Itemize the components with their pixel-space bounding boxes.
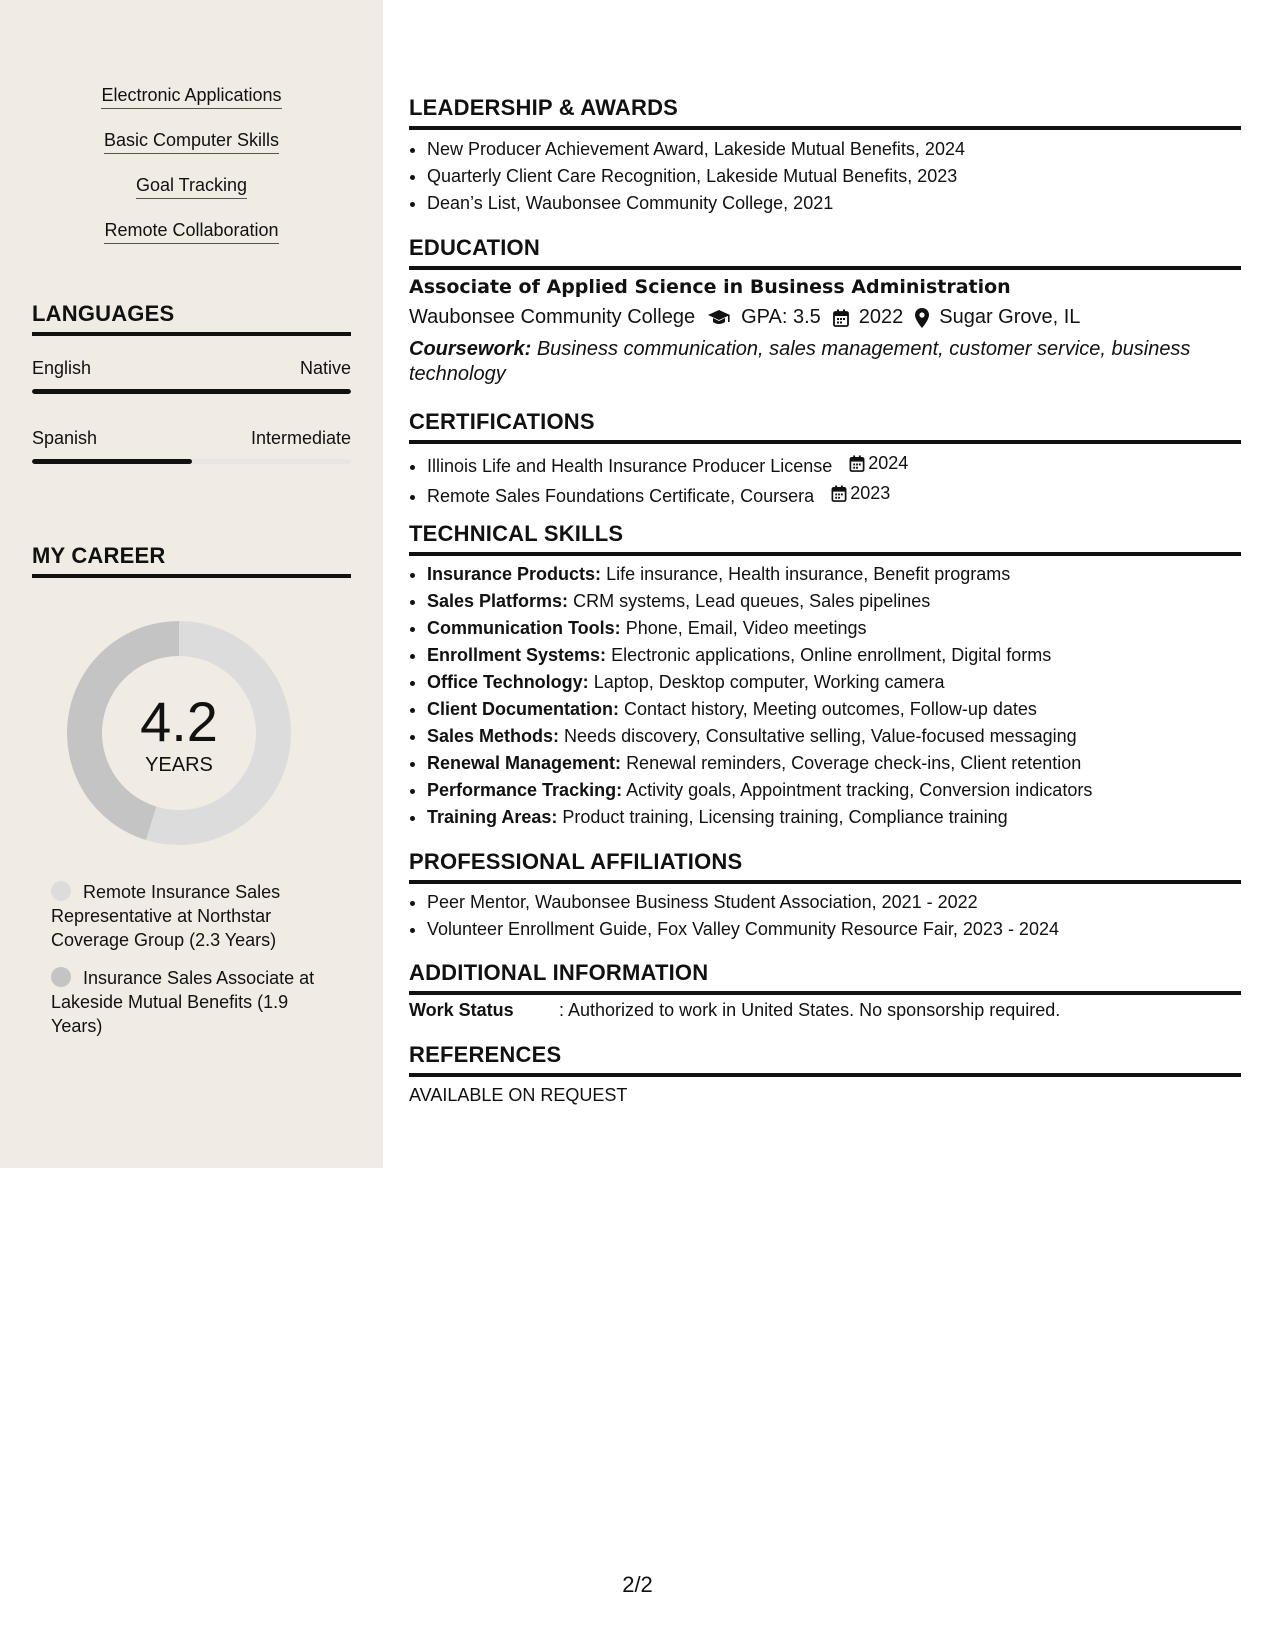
skill-item: Remote Collaboration bbox=[104, 219, 278, 244]
certifications-heading: CERTIFICATIONS bbox=[409, 409, 1241, 444]
calendar-icon bbox=[849, 455, 865, 472]
skill-values: Contact history, Meeting outcomes, Follow-up dates bbox=[624, 699, 1037, 719]
coursework-text: Business communication, sales management, customer service, business technology bbox=[409, 338, 1191, 385]
list-item bbox=[427, 669, 1239, 696]
degree-title: Associate of Applied Science in Business Administration bbox=[409, 276, 1011, 298]
work-status-value: : Authorized to work in United States. No sponsorship required. bbox=[559, 1000, 1061, 1020]
career-heading: MY CAREER bbox=[32, 543, 351, 578]
skill-category: Insurance Products: bbox=[427, 564, 602, 584]
skills-list bbox=[0, 84, 383, 264]
calendar-icon bbox=[831, 485, 847, 502]
page-number: 2/2 bbox=[622, 1572, 653, 1597]
list-item bbox=[427, 750, 1239, 777]
calendar-icon bbox=[833, 309, 849, 327]
language-bar bbox=[32, 389, 351, 394]
list-item bbox=[427, 561, 1239, 588]
list-item: • Quarterly Client Care Recognition, Lakeside Mutual Benefits, 2023 bbox=[427, 163, 1239, 190]
career-legend-dot bbox=[51, 967, 71, 987]
technical-skills-list bbox=[409, 561, 1239, 831]
skill-values: Phone, Email, Video meetings bbox=[625, 618, 867, 638]
list-item: • Volunteer Enrollment Guide, Fox Valley Community Resource Fair, 2023 - 2024 bbox=[427, 916, 1239, 943]
skill-category: Sales Platforms: bbox=[427, 591, 569, 611]
list-item bbox=[427, 642, 1239, 669]
skill-category: Performance Tracking: bbox=[427, 780, 623, 800]
language-row bbox=[32, 428, 351, 449]
career-item bbox=[51, 966, 341, 1038]
references-heading: REFERENCES bbox=[409, 1042, 1241, 1077]
skill-values: Life insurance, Health insurance, Benefit programs bbox=[606, 564, 1011, 584]
education-heading: EDUCATION bbox=[409, 235, 1241, 270]
work-status-label: Work Status bbox=[409, 1000, 514, 1020]
affiliations-heading: PROFESSIONAL AFFILIATIONS bbox=[409, 849, 1241, 884]
list-item bbox=[427, 450, 1239, 480]
skill-values: Renewal reminders, Coverage check-ins, Client retention bbox=[626, 753, 1082, 773]
career-item-label: Remote Insurance Sales Representative at Northstar Coverage Group (2.3 Years) bbox=[51, 882, 281, 950]
school-name: Waubonsee Community College bbox=[409, 306, 696, 328]
language-bar bbox=[32, 459, 351, 464]
career-unit: YEARS bbox=[145, 754, 213, 776]
languages-heading: LANGUAGES bbox=[32, 301, 351, 336]
gpa: GPA: 3.5 bbox=[741, 306, 821, 328]
skill-item: Electronic Applications bbox=[101, 84, 281, 109]
career-item bbox=[51, 880, 341, 952]
list-item bbox=[427, 696, 1239, 723]
language-name: English bbox=[32, 358, 92, 378]
technical-skills-heading: TECHNICAL SKILLS bbox=[409, 521, 1241, 556]
career-total: 4.2 bbox=[140, 690, 218, 753]
language-row bbox=[32, 358, 351, 379]
skill-values: Needs discovery, Consultative selling, Value-focused messaging bbox=[564, 726, 1077, 746]
additional-info-heading: ADDITIONAL INFORMATION bbox=[409, 960, 1241, 995]
certifications-list bbox=[409, 450, 1239, 510]
language-bar-fill bbox=[32, 389, 351, 394]
career-item-label: Insurance Sales Associate at Lakeside Mutual Benefits (1.9 Years) bbox=[51, 968, 315, 1036]
certification-year: 2024 bbox=[868, 453, 909, 473]
skill-values: Activity goals, Appointment tracking, Conversion indicators bbox=[626, 780, 1093, 800]
sidebar bbox=[0, 0, 383, 1168]
language-level: Intermediate bbox=[250, 428, 351, 448]
list-item: • Dean’s List, Waubonsee Community College, 2021 bbox=[427, 190, 1239, 217]
skill-category: Training Areas: bbox=[427, 807, 558, 827]
skill-category: Communication Tools: bbox=[427, 618, 621, 638]
language-name: Spanish bbox=[32, 428, 98, 448]
skill-values: Laptop, Desktop computer, Working camera bbox=[593, 672, 945, 692]
language-bar-fill bbox=[32, 459, 192, 464]
list-item: • New Producer Achievement Award, Lakeside Mutual Benefits, 2024 bbox=[427, 136, 1239, 163]
skill-item: Goal Tracking bbox=[136, 174, 247, 199]
skill-category: Enrollment Systems: bbox=[427, 645, 607, 665]
coursework-label: Coursework: bbox=[409, 338, 532, 360]
affiliations-list bbox=[409, 889, 1239, 943]
leadership-list bbox=[409, 136, 1239, 217]
list-item: • Peer Mentor, Waubonsee Business Student Association, 2021 - 2022 bbox=[427, 889, 1239, 916]
list-item bbox=[427, 804, 1239, 831]
map-pin-icon bbox=[915, 308, 929, 328]
certification-name: Remote Sales Foundations Certificate, Coursera bbox=[427, 486, 815, 506]
skill-category: Renewal Management: bbox=[427, 753, 622, 773]
list-item bbox=[427, 588, 1239, 615]
coursework bbox=[409, 337, 1229, 387]
certification-year: 2023 bbox=[850, 483, 891, 503]
language-level: Native bbox=[299, 358, 351, 378]
list-item bbox=[427, 777, 1239, 804]
graduation-cap-icon bbox=[707, 309, 731, 327]
education-details bbox=[409, 306, 1080, 329]
skill-values: CRM systems, Lead queues, Sales pipelines bbox=[573, 591, 931, 611]
career-donut bbox=[66, 620, 292, 846]
references-text: AVAILABLE ON REQUEST bbox=[409, 1085, 628, 1105]
leadership-heading: LEADERSHIP & AWARDS bbox=[409, 95, 1241, 130]
skill-item: Basic Computer Skills bbox=[104, 129, 279, 154]
school-location: Sugar Grove, IL bbox=[939, 306, 1081, 328]
list-item bbox=[427, 723, 1239, 750]
skill-category: Office Technology: bbox=[427, 672, 589, 692]
skill-category: Client Documentation: bbox=[427, 699, 619, 719]
list-item bbox=[427, 480, 1239, 510]
work-status-row bbox=[409, 1000, 1060, 1021]
certification-name: Illinois Life and Health Insurance Producer License bbox=[427, 456, 833, 476]
skill-values: Electronic applications, Online enrollment, Digital forms bbox=[611, 645, 1052, 665]
list-item bbox=[427, 615, 1239, 642]
skill-category: Sales Methods: bbox=[427, 726, 560, 746]
career-legend-dot bbox=[51, 881, 71, 901]
graduation-year: 2022 bbox=[858, 306, 904, 328]
skill-values: Product training, Licensing training, Compliance training bbox=[562, 807, 1008, 827]
